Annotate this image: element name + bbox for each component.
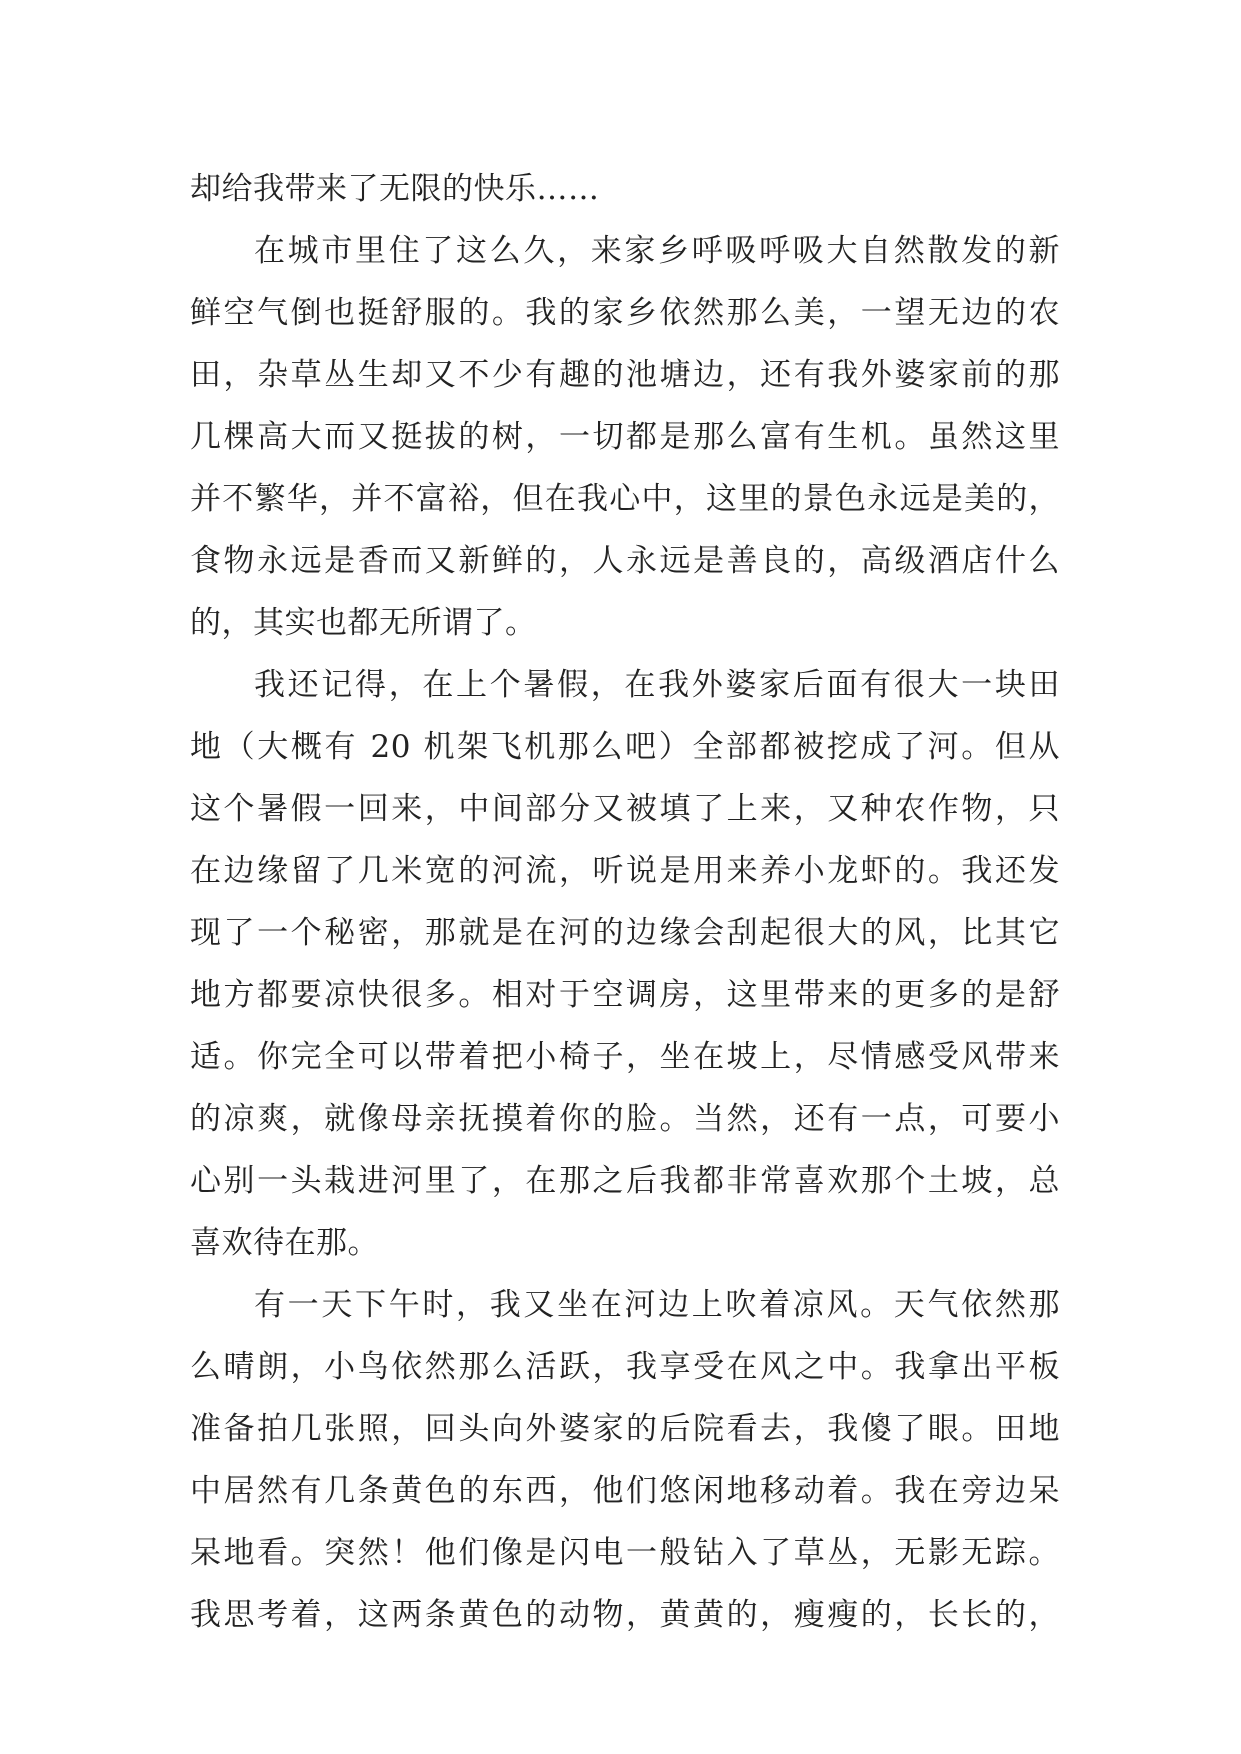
- paragraph-first-line: 我还记得，在上个暑假，在我外婆家后面有很大一块田: [254, 667, 1060, 703]
- paragraph-first-line: 在城市里住了这么久，来家乡呼吸呼吸大自然散发的新: [254, 233, 1060, 269]
- text-line: 并不繁华，并不富裕，但在我心中，这里的景色永远是美的，: [190, 481, 1060, 517]
- text-line: 地（大概有 20 机架飞机那么吧）全部都被挖成了河。但从: [190, 729, 1060, 765]
- text-line: 准备拍几张照，回头向外婆家的后院看去，我傻了眼。田地: [190, 1411, 1060, 1447]
- text-line: 田，杂草丛生却又不少有趣的池塘边，还有我外婆家前的那: [190, 357, 1060, 393]
- text-line: 食物永远是香而又新鲜的，人永远是善良的，高级酒店什么: [190, 543, 1060, 579]
- text-line: 鲜空气倒也挺舒服的。我的家乡依然那么美，一望无边的农: [190, 295, 1060, 331]
- text-line: 喜欢待在那。: [190, 1225, 379, 1261]
- text-line: 在边缘留了几米宽的河流，听说是用来养小龙虾的。我还发: [190, 853, 1060, 889]
- text-line: 几棵高大而又挺拔的树，一切都是那么富有生机。虽然这里: [190, 419, 1060, 455]
- text-line: 现了一个秘密，那就是在河的边缘会刮起很大的风，比其它: [190, 915, 1060, 951]
- paragraph-first-line: 有一天下午时，我又坐在河边上吹着凉风。天气依然那: [254, 1287, 1060, 1323]
- text-line: 适。你完全可以带着把小椅子，坐在坡上，尽情感受风带来: [190, 1039, 1060, 1075]
- text-line: 的凉爽，就像母亲抚摸着你的脸。当然，还有一点，可要小: [190, 1101, 1060, 1137]
- text-line: 呆地看。突然！他们像是闪电一般钻入了草丛，无影无踪。: [190, 1535, 1060, 1571]
- text-line: 的，其实也都无所谓了。: [190, 605, 537, 641]
- text-line: 我思考着，这两条黄色的动物，黄黄的，瘦瘦的，长长的，: [190, 1597, 1060, 1633]
- text-line: 地方都要凉快很多。相对于空调房，这里带来的更多的是舒: [190, 977, 1060, 1013]
- text-line: 却给我带来了无限的快乐……: [190, 171, 600, 207]
- document-body: [190, 158, 1060, 1646]
- text-line: 么晴朗，小鸟依然那么活跃，我享受在风之中。我拿出平板: [190, 1349, 1060, 1385]
- text-line: 中居然有几条黄色的东西，他们悠闲地移动着。我在旁边呆: [190, 1473, 1060, 1509]
- text-line: 心别一头栽进河里了，在那之后我都非常喜欢那个土坡，总: [190, 1163, 1060, 1199]
- text-line: 这个暑假一回来，中间部分又被填了上来，又种农作物，只: [190, 791, 1060, 827]
